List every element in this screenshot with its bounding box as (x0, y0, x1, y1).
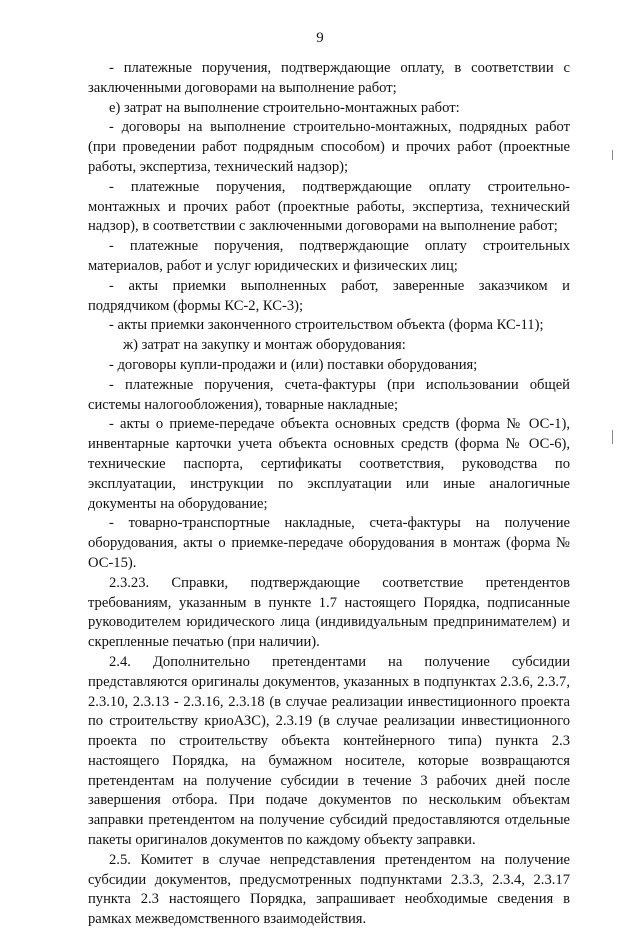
paragraph-acceptance-acts-ks11: - акты приемки законченного строительством объекта (форма КС-11); (109, 317, 544, 334)
scan-edge-mark (612, 430, 613, 444)
paragraph-equipment-contracts: - договоры купли-продажи и (или) поставки оборудования; (109, 356, 478, 373)
paragraph-construction-contracts: - договоры на выполнение строительно-монтажных, подрядных работ (при проведении работ подрядным способом) и прочих работ (проектные работы, экспертиза, технический надзор); (88, 119, 570, 175)
paragraph-2-5: 2.5. Комитет в случае непредставления претендентом на получение субсидии документов, предусмотренных подпунктами 2.3.3, 2.3.4, 2.3.17 пункта 2.3 настоящего Порядка, запрашивает необходимые сведения в рамках межведомственного взаимодействия. (88, 851, 570, 928)
subheading-equipment-costs: ж) затрат на закупку и монтаж оборудования: (123, 337, 406, 354)
paragraph-transport-waybills: - товарно-транспортные накладные, счета-фактуры на получение оборудования, акты о приемке-передаче оборудования в монтаж (форма № ОС-15). (88, 515, 570, 571)
paragraph-equipment-invoices: - платежные поручения, счета-фактуры (при использовании общей системы налогообложения), товарные накладные; (88, 376, 570, 413)
scan-edge-mark (612, 150, 613, 160)
paragraph-2-3-23: 2.3.23. Справки, подтверждающие соответствие претендентов требованиям, указанным в пункте 1.7 настоящего Порядка, подписанные руководителем юридического лица (индивидуальным предпринимателем) и скрепленные печатью (при наличии). (88, 574, 570, 651)
subheading-construction-costs: е) затрат на выполнение строительно-монтажных работ: (109, 99, 460, 116)
paragraph-payment-orders-works: - платежные поручения, подтверждающие оплату, в соответствии с заключенными договорами на выполнение работ; (88, 60, 570, 96)
page-body (88, 59, 570, 930)
paragraph-fixed-asset-acts: - акты о приеме-передаче объекта основных средств (форма № ОС-1), инвентарные карточки учета объекта основных средств (форма № ОС-6), технические паспорта, сертификаты соответствия, руководства по эксплуатации, инструкции по эксплуатации или иные аналогичные документы на оборудование; (88, 416, 570, 512)
paragraph-payment-orders-materials: - платежные поручения, подтверждающие оплату строительных материалов, работ и услуг юридических и физических лиц; (88, 238, 570, 274)
paragraph-payment-orders-construction: - платежные поручения, подтверждающие оплату строительно-монтажных и прочих работ (проектные работы, экспертиза, технический надзор), в соответствии с заключенными договорами на выполнение работ; (88, 178, 570, 235)
paragraph-2-4: 2.4. Дополнительно претендентами на получение субсидии представляются оригиналы документов, указанных в подпунктах 2.3.6, 2.3.7, 2.3.10, 2.3.13 - 2.3.16, 2.3.18 (в случае реализации инвестиционного проекта по строительству криоАЗС), 2.3.19 (в случае реализации инвестиционного проекта по строительству объекта контейнерного типа) пункта 2.3 настоящего Порядка, на бумажном носителе, которые возвращаются претендентам на получение субсидии в течение 3 рабочих дней после завершения отбора. При подаче документов по нескольким объектам заправки претендентом на получение субсидий предоставляются отдельные пакеты оригиналов документов по каждому объекту заправки. (88, 653, 570, 849)
paragraph-acceptance-acts-ks2-ks3: - акты приемки выполненных работ, заверенные заказчиком и подрядчиком (формы КС-2, КС-3); (88, 277, 570, 314)
page-number: 9 (316, 30, 324, 46)
